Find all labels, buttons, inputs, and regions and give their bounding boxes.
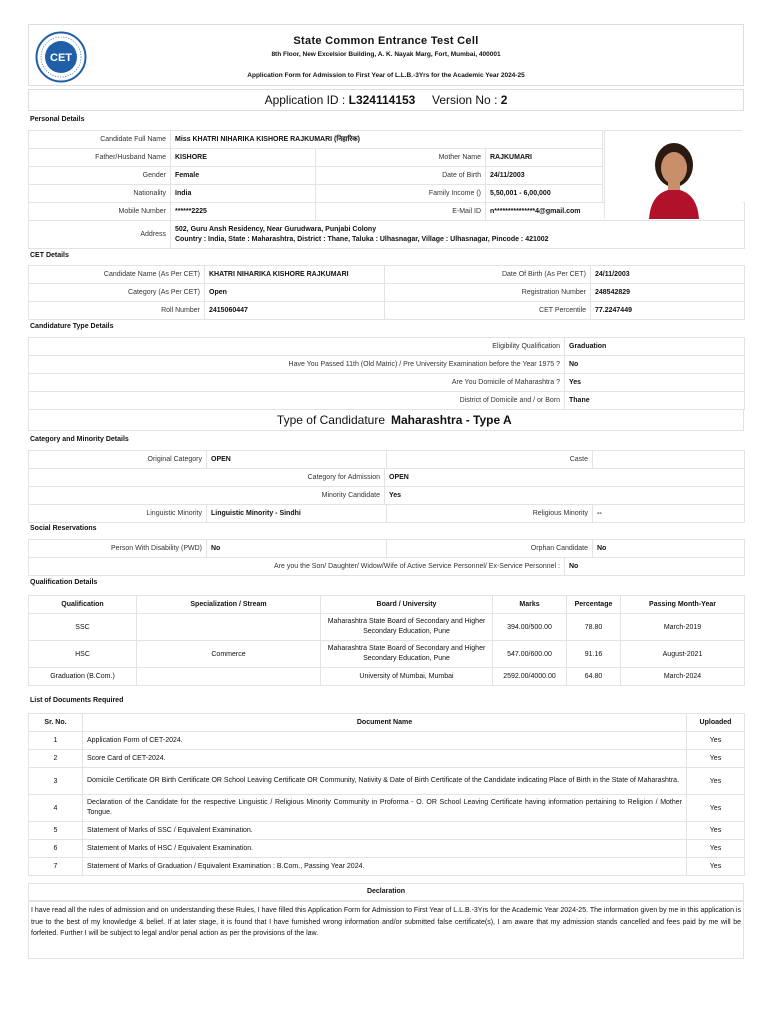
section-cet-details: CET Details	[30, 252, 69, 259]
district-label: District of Domicile and / or Born	[29, 392, 565, 410]
doc-srno: 2	[29, 750, 83, 768]
cet-category-label: Category (As Per CET)	[29, 284, 205, 302]
roll-label: Roll Number	[29, 302, 205, 320]
qual-cell: SSC	[29, 614, 137, 641]
qual-cell: Graduation (B.Com.)	[29, 668, 137, 686]
doc-uploaded: Yes	[687, 732, 745, 750]
qual-cell	[137, 614, 321, 641]
orphan-label: Orphan Candidate	[387, 540, 593, 558]
gender-value: Female	[171, 167, 316, 185]
candidature-type-value: Maharashtra - Type A	[391, 413, 512, 427]
cet-category-value: Open	[205, 284, 385, 302]
mother-value: RAJKUMARI	[486, 149, 603, 167]
doc-srno: 3	[29, 768, 83, 795]
mobile-value: ******2225	[171, 203, 316, 221]
percentile-label: CET Percentile	[385, 302, 591, 320]
qual-col-qualification: Qualification	[29, 596, 137, 614]
doc-name: Score Card of CET-2024.	[83, 750, 687, 768]
domicile-label: Are You Domicile of Maharashtra ?	[29, 374, 565, 392]
mother-label: Mother Name	[316, 149, 486, 167]
qual-cell: HSC	[29, 641, 137, 668]
application-id-label: Application ID :	[264, 93, 346, 107]
doc-row	[29, 795, 745, 822]
doc-row	[29, 732, 745, 750]
religious-minority-label: Religious Minority	[387, 505, 593, 523]
minority-table	[28, 504, 745, 523]
qual-col-percentage: Percentage	[567, 596, 621, 614]
form-header	[28, 24, 744, 86]
candidature-table	[28, 337, 745, 410]
qual-cell: 91.16	[567, 641, 621, 668]
original-category-value: OPEN	[207, 451, 387, 469]
qual-col-marks: Marks	[493, 596, 567, 614]
minority-candidate-label: Minority Candidate	[29, 487, 385, 505]
qual-col-stream: Specialization / Stream	[137, 596, 321, 614]
doc-row	[29, 750, 745, 768]
doc-uploaded: Yes	[687, 750, 745, 768]
doc-srno: 4	[29, 795, 83, 822]
application-id-bar	[28, 89, 744, 111]
original-category-label: Original Category	[29, 451, 207, 469]
qual-col-passing: Passing Month-Year	[621, 596, 745, 614]
application-id-value: L324114153	[348, 93, 416, 107]
address-line-1: 502, Guru Ansh Residency, Near Gurudwara, Punjabi Colony	[175, 225, 377, 233]
doc-uploaded: Yes	[687, 768, 745, 795]
eligibility-label: Eligibility Qualification	[29, 338, 565, 356]
section-candidature-type: Candidature Type Details	[30, 323, 114, 330]
cet-name-value: KHATRI NIHARIKA KISHORE RAJKUMARI	[205, 266, 385, 284]
orphan-value: No	[593, 540, 745, 558]
caste-label: Caste	[387, 451, 593, 469]
caste-value	[593, 451, 745, 469]
section-qualification-details: Qualification Details	[30, 579, 98, 586]
doc-row	[29, 840, 745, 858]
linguistic-minority-value: Linguistic Minority - Sindhi	[207, 505, 387, 523]
doc-name: Statement of Marks of HSC / Equivalent Examination.	[83, 840, 687, 858]
candidate-photo	[604, 130, 742, 218]
passed-11th-value: No	[565, 356, 745, 374]
district-value: Thane	[565, 392, 745, 410]
logo-text: CET	[50, 52, 72, 64]
doc-name: Statement of Marks of SSC / Equivalent Examination.	[83, 822, 687, 840]
dob-label: Date of Birth	[316, 167, 486, 185]
email-label: E-Mail ID	[316, 203, 486, 221]
personal-details-table	[28, 130, 603, 149]
admission-category-table	[28, 468, 745, 505]
pwd-label: Person With Disability (PWD)	[29, 540, 207, 558]
father-value: KISHORE	[171, 149, 316, 167]
nationality-value: India	[171, 185, 316, 203]
address-value	[171, 221, 745, 249]
doc-uploaded: Yes	[687, 840, 745, 858]
percentile-value: 77.2247449	[591, 302, 745, 320]
doc-name: Statement of Marks of Graduation / Equivalent Examination : B.Com., Passing Year 2024.	[83, 858, 687, 876]
declaration-text: I have read all the rules of admission and on understanding these Rules, I have filled this Application Form for Admission to First Year of L.L.B.-3Yrs for the Academic Year 2024-25. The information given by me in this application is true to the best of my knowledge & belief. If at later stage, it is found that I have furnished wrong information and/or submitted false certificate(s), I am aware that my admission stands cancelled and fees paid by me will be forfeited. Further I will be subject to legal and/or penal action as per the provisions of the law.	[28, 901, 744, 959]
qual-col-board: Board / University	[321, 596, 493, 614]
cet-details-table	[28, 265, 745, 320]
section-personal-details: Personal Details	[30, 116, 85, 123]
domicile-value: Yes	[565, 374, 745, 392]
section-documents-required: List of Documents Required	[30, 697, 124, 704]
office-title: State Common Entrance Test Cell	[293, 35, 479, 47]
cet-name-label: Candidate Name (As Per CET)	[29, 266, 205, 284]
personal-details-grid	[28, 148, 603, 203]
qual-cell: 547.00/600.00	[493, 641, 567, 668]
qual-cell	[137, 668, 321, 686]
doc-name: Application Form of CET-2024.	[83, 732, 687, 750]
doc-col-uploaded: Uploaded	[687, 714, 745, 732]
candidature-type-bar	[28, 409, 744, 431]
qual-cell: Maharashtra State Board of Secondary and Higher Secondary Education, Pune	[321, 614, 493, 641]
doc-srno: 1	[29, 732, 83, 750]
email-value: n***************4@gmail.com	[486, 203, 745, 221]
section-social-reservations: Social Reservations	[30, 525, 97, 532]
gender-label: Gender	[29, 167, 171, 185]
nationality-label: Nationality	[29, 185, 171, 203]
cet-dob-value: 24/11/2003	[591, 266, 745, 284]
qual-row-graduation	[29, 668, 745, 686]
qual-cell: August-2021	[621, 641, 745, 668]
roll-value: 2415060447	[205, 302, 385, 320]
father-label: Father/Husband Name	[29, 149, 171, 167]
doc-row	[29, 822, 745, 840]
mobile-label: Mobile Number	[29, 203, 171, 221]
documents-table	[28, 713, 745, 876]
registration-label: Registration Number	[385, 284, 591, 302]
full-name-value: Miss KHATRI NIHARIKA KISHORE RAJKUMARI (निहारिक)	[171, 131, 603, 149]
doc-col-name: Document Name	[83, 714, 687, 732]
full-name-label: Candidate Full Name	[29, 131, 171, 149]
service-personnel-value: No	[565, 558, 745, 576]
address-grid	[28, 220, 745, 249]
service-personnel-label: Are you the Son/ Daughter/ Widow/Wife of Active Service Personnel/ Ex-Service Personnel :	[29, 558, 565, 576]
dob-value: 24/11/2003	[486, 167, 603, 185]
qual-row-hsc	[29, 641, 745, 668]
social-table	[28, 539, 745, 558]
doc-row	[29, 768, 745, 795]
registration-value: 248542829	[591, 284, 745, 302]
service-table	[28, 557, 745, 576]
doc-name: Declaration of the Candidate for the respective Linguistic / Religious Minority Community in Proforma - O. OR School Leaving Certificate having information pertaining to Religion / Mother Tongue.	[83, 795, 687, 822]
income-value: 5,50,001 - 6,00,000	[486, 185, 603, 203]
income-label: Family Income ()	[316, 185, 486, 203]
section-category-minority: Category and Minority Details	[30, 436, 129, 443]
candidate-photo-image	[605, 131, 743, 219]
pwd-value: No	[207, 540, 387, 558]
qual-cell: University of Mumbai, Mumbai	[321, 668, 493, 686]
doc-srno: 6	[29, 840, 83, 858]
category-table	[28, 450, 745, 469]
version-label: Version No :	[432, 93, 498, 107]
doc-uploaded: Yes	[687, 858, 745, 876]
doc-uploaded: Yes	[687, 822, 745, 840]
qual-row-ssc	[29, 614, 745, 641]
doc-col-srno: Sr. No.	[29, 714, 83, 732]
qual-cell: 64.80	[567, 668, 621, 686]
address-line-2: Country : India, State : Maharashtra, District : Thane, Taluka : Ulhasnagar, Village : Ulhasnagar, Pincode : 421002	[175, 235, 549, 243]
office-address: 8th Floor, New Excelsior Building, A. K. Nayak Marg, Fort, Mumbai, 400001	[271, 51, 501, 58]
version-value: 2	[500, 93, 508, 107]
cet-dob-label: Date Of Birth (As Per CET)	[385, 266, 591, 284]
form-title: Application Form for Admission to First Year of L.L.B.-3Yrs for the Academic Year 2024-25	[247, 72, 525, 79]
qual-cell: March-2024	[621, 668, 745, 686]
admission-category-value: OPEN	[385, 469, 745, 487]
admission-category-label: Category for Admission	[29, 469, 385, 487]
qual-cell: 78.80	[567, 614, 621, 641]
minority-candidate-value: Yes	[385, 487, 745, 505]
qual-cell: 394.00/500.00	[493, 614, 567, 641]
qualification-table	[28, 595, 745, 686]
qual-cell: March-2019	[621, 614, 745, 641]
qual-cell: Maharashtra State Board of Secondary and Higher Secondary Education, Pune	[321, 641, 493, 668]
qual-cell: 2592.00/4000.00	[493, 668, 567, 686]
doc-row	[29, 858, 745, 876]
linguistic-minority-label: Linguistic Minority	[29, 505, 207, 523]
qual-cell: Commerce	[137, 641, 321, 668]
doc-name: Domicile Certificate OR Birth Certificate OR School Leaving Certificate OR Community, Nativity & Date of Birth Certificate of the Candidate indicating Place of Birth in the State of Maharashtra.	[83, 768, 687, 795]
passed-11th-label: Have You Passed 11th (Old Matric) / Pre University Examination before the Year 1975 ?	[29, 356, 565, 374]
doc-uploaded: Yes	[687, 795, 745, 822]
religious-minority-value: --	[593, 505, 745, 523]
doc-srno: 7	[29, 858, 83, 876]
candidature-type-label: Type of Candidature	[276, 413, 385, 427]
eligibility-value: Graduation	[565, 338, 745, 356]
declaration-heading: Declaration	[28, 883, 744, 901]
doc-srno: 5	[29, 822, 83, 840]
address-label: Address	[29, 221, 171, 249]
